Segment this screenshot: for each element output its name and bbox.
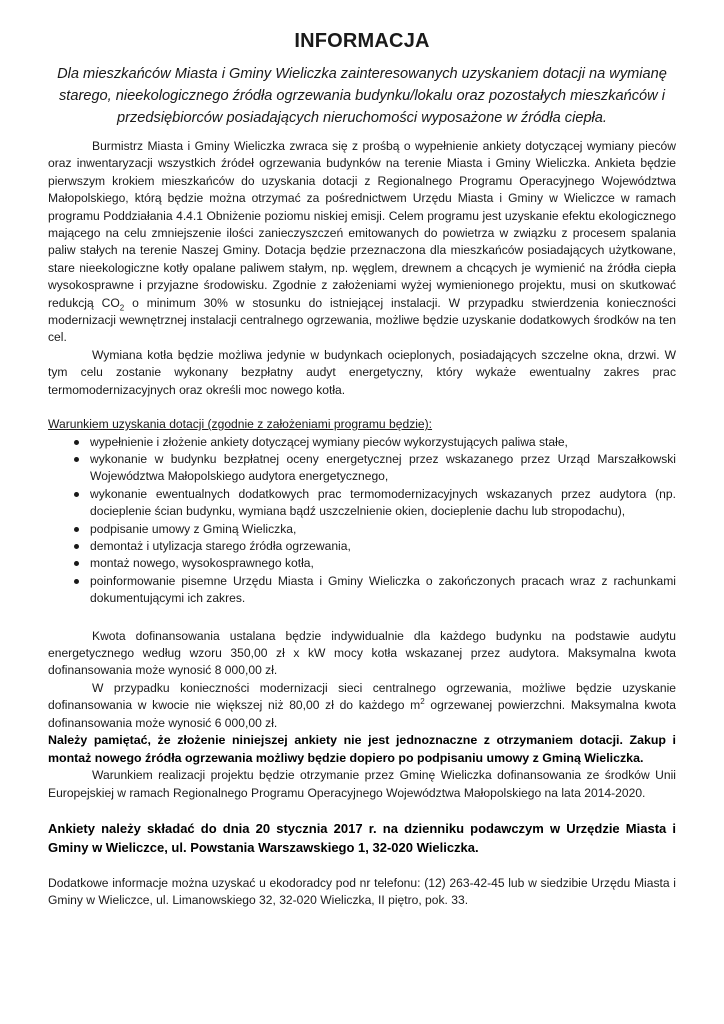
bullet-icon — [74, 561, 79, 566]
intro-paragraph-2: Wymiana kotła będzie możliwa jedynie w budynkach ocieplonych, posiadających szczelne okna, drzwi. W tym celu zostanie wykonany bezpłatny audyt energetyczny, który wykaże ewentualny zakres prac termomodernizacyjnych oraz określi moc nowego kotła. — [48, 347, 676, 397]
deadline-notice: Ankiety należy składać do dnia 20 stycznia 2017 r. na dzienniku podawczym w Urzędzie Miasta i Gminy w Wieliczce, ul. Powstania Warszawskiego 1, 32-020 Wieliczka. — [48, 821, 676, 855]
page-title: INFORMACJA — [294, 30, 430, 52]
bullet-icon — [74, 579, 79, 584]
list-item: wykonanie ewentualnych dodatkowych prac termomodernizacyjnych wskazanych przez audytora (np. docieplenie ścian budynku, wymiana bądź uszczelnienie okien, docieplenie dachu lub stropodachu), — [48, 486, 676, 521]
intro-text-b: o minimum 30% w stosunku do istniejącej instalacji. W przypadku stwierdzenia konieczności modernizacji wewnętrznej instalacji centralnego ogrzewania, możliwe będzie uzyskanie dodatkowych środków na ten cel. — [48, 295, 676, 345]
list-item: wykonanie w budynku bezpłatnej oceny energetycznej przez wskazanego przez Urząd Marszałkowski Województwa Małopolskiego audytora energetycznego, — [48, 451, 676, 486]
bullet-icon — [74, 544, 79, 549]
list-item: demontaż i utylizacja starego źródła ogrzewania, — [48, 538, 676, 555]
bullet-icon — [74, 440, 79, 445]
co2-formula: $CO_2$ — [101, 295, 125, 313]
list-item: montaż nowego, wysokosprawnego kotła, — [48, 555, 676, 572]
bullet-icon — [74, 492, 79, 497]
bullet-icon — [74, 527, 79, 532]
intro-paragraph-1 — [48, 138, 676, 347]
list-item: wypełnienie i złożenie ankiety dotyczącej wymiany pieców wykorzystujących paliwa stałe, — [48, 434, 676, 451]
conditions-list — [48, 434, 676, 608]
funding-paragraph-1: Kwota dofinansowania ustalana będzie indywidualnie dla każdego budynku na podstawie audytu energetycznego według wzoru 350,00 zł x kW mocy kotła wskazanej przez audytora. Maksymalna kwota dofinansowania może wynosić 8 000,00 zł. — [48, 628, 676, 678]
conditions-heading: Warunkiem uzyskania dotacji (zgodnie z założeniami programu będzie): — [48, 417, 433, 432]
funding-paragraph-3: Warunkiem realizacji projektu będzie otrzymanie przez Gminę Wieliczka dofinansowania ze środków Unii Europejskiej w ramach Regionalnego Programu Operacyjnego Województwa Małopolskiego na lata 2014-2020. — [48, 768, 676, 800]
list-item: podpisanie umowy z Gminą Wieliczka, — [48, 521, 676, 538]
contact-info: Dodatkowe informacje można uzyskać u ekodoradcy pod nr telefonu: (12) 263-42-45 lub w siedzibie Urzędu Miasta i Gminy w Wieliczce, ul. Limanowskiego 32, 32-020 Wieliczka, II piętro, pok. 33. — [48, 876, 676, 908]
document-page — [48, 30, 676, 910]
bullet-icon — [74, 457, 79, 462]
intro-text-a: Burmistrz Miasta i Gminy Wieliczka zwraca się z prośbą o wypełnienie ankiety dotyczącej wymiany pieców oraz inwentaryzacji wszystkich źródeł ogrzewania budynków na terenie Miasta i Gminy Wieliczka. Ankieta będzie pierwszym krokiem mieszkańców do uzyskania dotacji z Regionalnego Programu Operacyjnego Województwa Małopolskiego, którą będzie można otrzymać za pośrednictwem Urzędu Miasta i Gminy w Wieliczce w ramach programu Poddziałania 4.4.1 Obniżenie poziomu niskiej emisji. Celem programu jest uzyskanie efektu ekologicznego mającego na celu zmniejszenie ilości zanieczyszczeń emitowanych do powietrza w związku z procesem spalania paliw stałych na terenie Naszej Gminy. Dotacja będzie przeznaczona dla mieszkańców posiadających użytkowane, stare nieekologiczne kotły opalane paliwem stałym, np. węglem, drewnem a chcących je wymienić na źródła ciepła wysokosprawne i przyjazne środowisku. Zgodnie z założeniami wyżej wymienionego projektu, musi on skutkować redukcją — [48, 139, 676, 310]
warning-notice: Należy pamiętać, że złożenie niniejszej ankiety nie jest jednoznaczne z otrzymaniem dotacji. Zakup i montaż nowego źródła ogrzewania możliwy będzie dopiero po podpisaniu umowy z Gminą Wieliczka. — [48, 733, 676, 765]
list-item: poinformowanie pisemne Urzędu Miasta i Gminy Wieliczka o zakończonych pracach wraz z rachunkami dokumentującymi ich zakres. — [48, 573, 676, 608]
funding-paragraph-2: W przypadku konieczności modernizacji sieci centralnego ogrzewania, możliwe będzie uzyskanie dofinansowania w kwocie nie większej niż 80,00 zł do każdego $m^2$ ogrzewanej powierzchni. Maksymalna kwota dofinansowania może wynosić 6 000,00 zł. — [48, 680, 676, 730]
page-subtitle: Dla mieszkańców Miasta i Gminy Wieliczka zainteresowanych uzyskaniem dotacji na wymianę starego, nieekologicznego źródła ogrzewania budynku/lokalu oraz pozostałych mieszkańców i przedsiębiorców posiadających nieruchomości wyposażone w źródła ciepła. — [57, 66, 667, 126]
